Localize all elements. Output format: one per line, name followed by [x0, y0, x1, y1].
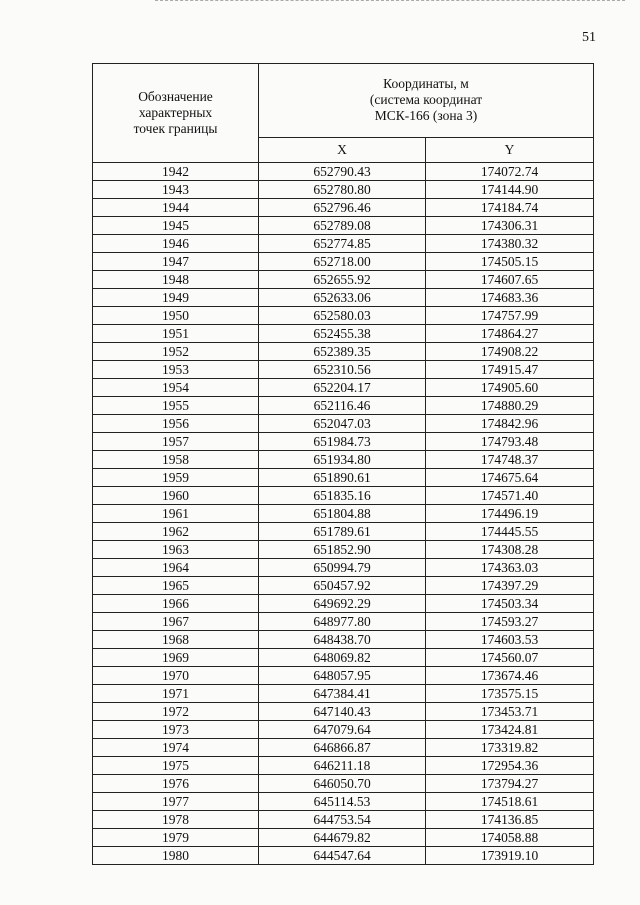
- cell-x: 647140.43: [259, 703, 426, 721]
- table-row: [93, 361, 594, 379]
- cell-point: 1965: [93, 577, 259, 595]
- cell-y: 174397.29: [426, 577, 594, 595]
- cell-point: 1950: [93, 307, 259, 325]
- cell-x: 652789.08: [259, 217, 426, 235]
- cell-x: 652116.46: [259, 397, 426, 415]
- table-row: [93, 487, 594, 505]
- cell-y: 174496.19: [426, 505, 594, 523]
- cell-point: 1949: [93, 289, 259, 307]
- table-row: [93, 685, 594, 703]
- cell-point: 1972: [93, 703, 259, 721]
- cell-x: 650457.92: [259, 577, 426, 595]
- cell-y: 174505.15: [426, 253, 594, 271]
- top-edge-marks: [155, 0, 625, 4]
- table-row: [93, 181, 594, 199]
- cell-y: 174603.53: [426, 631, 594, 649]
- cell-x: 647079.64: [259, 721, 426, 739]
- cell-y: 174571.40: [426, 487, 594, 505]
- cell-y: 174842.96: [426, 415, 594, 433]
- table-row: [93, 775, 594, 793]
- cell-y: 174518.61: [426, 793, 594, 811]
- table-row: [93, 649, 594, 667]
- cell-x: 652455.38: [259, 325, 426, 343]
- cell-y: 173794.27: [426, 775, 594, 793]
- cell-point: 1943: [93, 181, 259, 199]
- cell-x: 651835.16: [259, 487, 426, 505]
- cell-y: 174757.99: [426, 307, 594, 325]
- table-row: [93, 433, 594, 451]
- cell-x: 644679.82: [259, 829, 426, 847]
- cell-x: 652580.03: [259, 307, 426, 325]
- cell-point: 1978: [93, 811, 259, 829]
- cell-x: 652204.17: [259, 379, 426, 397]
- table-row: [93, 235, 594, 253]
- cell-point: 1957: [93, 433, 259, 451]
- table-row: [93, 829, 594, 847]
- cell-y: 174675.64: [426, 469, 594, 487]
- cell-y: 174905.60: [426, 379, 594, 397]
- table-row: [93, 163, 594, 181]
- cell-y: 173319.82: [426, 739, 594, 757]
- cell-point: 1947: [93, 253, 259, 271]
- cell-x: 651890.61: [259, 469, 426, 487]
- table-row: [93, 325, 594, 343]
- cell-x: 646050.70: [259, 775, 426, 793]
- cell-y: 174058.88: [426, 829, 594, 847]
- cell-point: 1968: [93, 631, 259, 649]
- table-row: [93, 415, 594, 433]
- cell-y: 173453.71: [426, 703, 594, 721]
- cell-point: 1958: [93, 451, 259, 469]
- cell-point: 1955: [93, 397, 259, 415]
- cell-y: 172954.36: [426, 757, 594, 775]
- cell-point: 1944: [93, 199, 259, 217]
- table-row: [93, 739, 594, 757]
- cell-x: 649692.29: [259, 595, 426, 613]
- table-row: [93, 505, 594, 523]
- cell-x: 652774.85: [259, 235, 426, 253]
- cell-x: 651984.73: [259, 433, 426, 451]
- cell-x: 652047.03: [259, 415, 426, 433]
- cell-x: 652796.46: [259, 199, 426, 217]
- table-row: [93, 289, 594, 307]
- cell-y: 174915.47: [426, 361, 594, 379]
- cell-point: 1962: [93, 523, 259, 541]
- cell-x: 650994.79: [259, 559, 426, 577]
- cell-point: 1971: [93, 685, 259, 703]
- cell-y: 173424.81: [426, 721, 594, 739]
- table-row: [93, 559, 594, 577]
- cell-y: 173919.10: [426, 847, 594, 865]
- cell-x: 651934.80: [259, 451, 426, 469]
- table-row: [93, 613, 594, 631]
- cell-x: 645114.53: [259, 793, 426, 811]
- cell-y: 173674.46: [426, 667, 594, 685]
- cell-y: 174908.22: [426, 343, 594, 361]
- cell-point: 1975: [93, 757, 259, 775]
- cell-y: 174748.37: [426, 451, 594, 469]
- cell-point: 1974: [93, 739, 259, 757]
- table-row: [93, 631, 594, 649]
- table-row: [93, 811, 594, 829]
- header-point-line: точек границы: [133, 121, 218, 136]
- cell-point: 1970: [93, 667, 259, 685]
- table-row: [93, 199, 594, 217]
- cell-x: 652780.80: [259, 181, 426, 199]
- cell-x: 648069.82: [259, 649, 426, 667]
- header-coordinates: [259, 64, 594, 138]
- cell-y: 174184.74: [426, 199, 594, 217]
- table-row: [93, 757, 594, 775]
- header-point-designation: [93, 64, 259, 163]
- table-row: [93, 667, 594, 685]
- table-row: [93, 523, 594, 541]
- cell-point: 1963: [93, 541, 259, 559]
- cell-point: 1977: [93, 793, 259, 811]
- table-row: [93, 721, 594, 739]
- cell-point: 1967: [93, 613, 259, 631]
- cell-y: 174593.27: [426, 613, 594, 631]
- cell-point: 1960: [93, 487, 259, 505]
- table-row: [93, 541, 594, 559]
- cell-y: 174072.74: [426, 163, 594, 181]
- cell-x: 652389.35: [259, 343, 426, 361]
- cell-x: 652718.00: [259, 253, 426, 271]
- cell-y: 174380.32: [426, 235, 594, 253]
- cell-x: 647384.41: [259, 685, 426, 703]
- cell-point: 1969: [93, 649, 259, 667]
- cell-y: 174445.55: [426, 523, 594, 541]
- cell-x: 646211.18: [259, 757, 426, 775]
- cell-point: 1948: [93, 271, 259, 289]
- table-row: [93, 253, 594, 271]
- cell-point: 1973: [93, 721, 259, 739]
- cell-x: 652310.56: [259, 361, 426, 379]
- table-row: [93, 379, 594, 397]
- cell-point: 1946: [93, 235, 259, 253]
- cell-y: 174607.65: [426, 271, 594, 289]
- header-x: X: [259, 137, 426, 162]
- table-row: [93, 397, 594, 415]
- cell-point: 1961: [93, 505, 259, 523]
- table-row: [93, 847, 594, 865]
- table-body: [93, 163, 594, 865]
- table-row: [93, 217, 594, 235]
- cell-point: 1966: [93, 595, 259, 613]
- header-coords-line: МСК-166 (зона 3): [374, 108, 478, 124]
- table-row: [93, 307, 594, 325]
- page-number: 51: [582, 30, 596, 45]
- cell-y: 174880.29: [426, 397, 594, 415]
- cell-point: 1954: [93, 379, 259, 397]
- table-row: [93, 595, 594, 613]
- table-row: [93, 793, 594, 811]
- cell-point: 1959: [93, 469, 259, 487]
- cell-y: 174793.48: [426, 433, 594, 451]
- cell-point: 1976: [93, 775, 259, 793]
- cell-x: 648438.70: [259, 631, 426, 649]
- cell-y: 174683.36: [426, 289, 594, 307]
- coordinates-table: [92, 63, 594, 865]
- cell-point: 1956: [93, 415, 259, 433]
- cell-y: 174136.85: [426, 811, 594, 829]
- table-row: [93, 451, 594, 469]
- cell-x: 652655.92: [259, 271, 426, 289]
- table-row: [93, 577, 594, 595]
- cell-y: 173575.15: [426, 685, 594, 703]
- cell-point: 1953: [93, 361, 259, 379]
- cell-point: 1951: [93, 325, 259, 343]
- cell-x: 652790.43: [259, 163, 426, 181]
- cell-y: 174864.27: [426, 325, 594, 343]
- cell-point: 1942: [93, 163, 259, 181]
- cell-x: 652633.06: [259, 289, 426, 307]
- header-y: Y: [426, 137, 594, 162]
- cell-point: 1979: [93, 829, 259, 847]
- cell-x: 648977.80: [259, 613, 426, 631]
- cell-y: 174560.07: [426, 649, 594, 667]
- cell-y: 174306.31: [426, 217, 594, 235]
- header-coords-line: (система координат: [369, 92, 483, 108]
- cell-x: 651804.88: [259, 505, 426, 523]
- cell-y: 174144.90: [426, 181, 594, 199]
- cell-x: 648057.95: [259, 667, 426, 685]
- cell-point: 1980: [93, 847, 259, 865]
- cell-y: 174308.28: [426, 541, 594, 559]
- cell-y: 174363.03: [426, 559, 594, 577]
- cell-x: 644753.54: [259, 811, 426, 829]
- cell-x: 644547.64: [259, 847, 426, 865]
- table-row: [93, 271, 594, 289]
- cell-point: 1964: [93, 559, 259, 577]
- table-row: [93, 343, 594, 361]
- header-point-line: характерных: [138, 105, 213, 120]
- header-point-line: Обозначение: [138, 89, 213, 104]
- cell-x: 651852.90: [259, 541, 426, 559]
- cell-point: 1952: [93, 343, 259, 361]
- cell-point: 1945: [93, 217, 259, 235]
- cell-y: 174503.34: [426, 595, 594, 613]
- cell-x: 646866.87: [259, 739, 426, 757]
- header-coords-line: Координаты, м: [383, 76, 469, 92]
- table-row: [93, 469, 594, 487]
- table-row: [93, 703, 594, 721]
- cell-x: 651789.61: [259, 523, 426, 541]
